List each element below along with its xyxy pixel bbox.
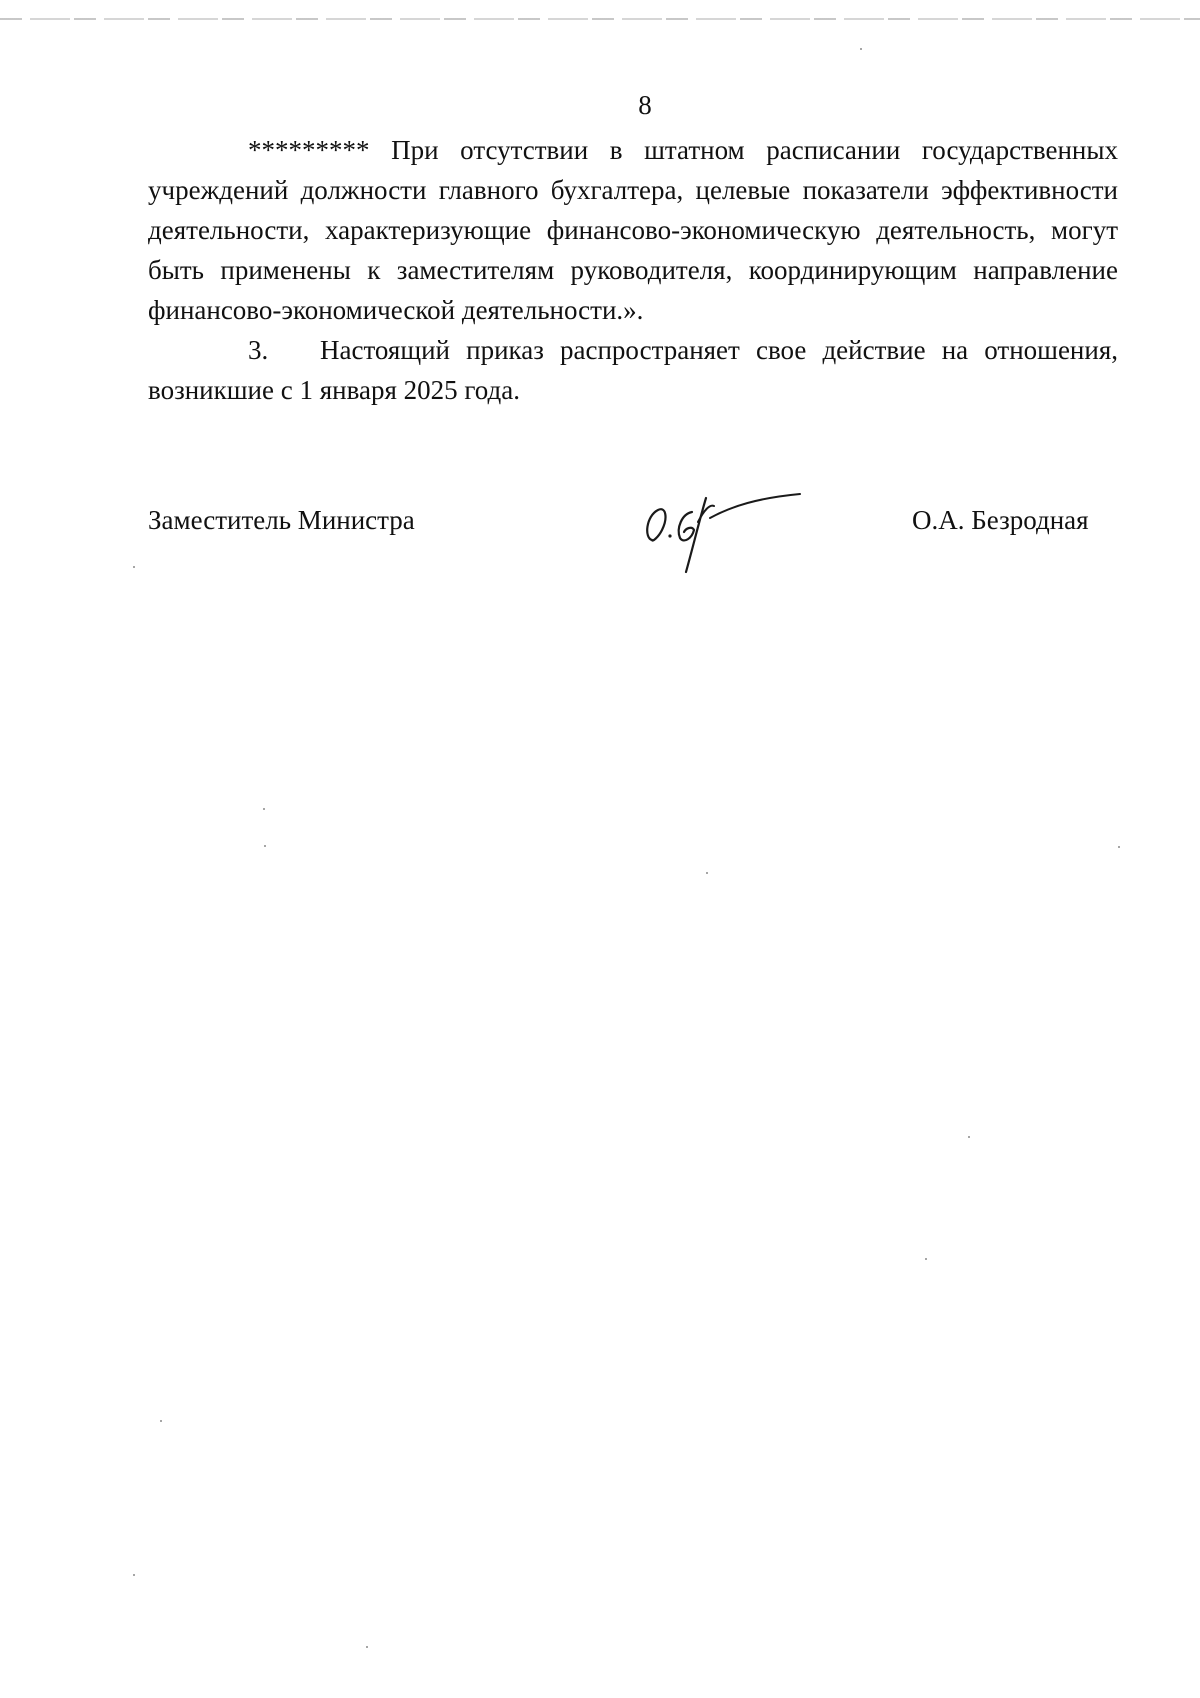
item-3-number: 3. — [248, 335, 269, 365]
scan-speck — [968, 1136, 970, 1138]
document-body — [148, 130, 1118, 410]
page-number: 8 — [638, 90, 652, 120]
scan-speck — [133, 1574, 135, 1576]
scan-speck — [264, 845, 266, 847]
scan-speck — [366, 1646, 368, 1648]
scan-speck — [133, 566, 135, 568]
scan-speck — [925, 1258, 927, 1260]
footnote-paragraph: ********* При отсутствии в штатном расписании государственных учреждений должности главного бухгалтера, целевые показатели эффективности деятельности, характеризующие финансово-экономическую деятельность, могут быть применены к заместителям руководителя, координирующим направление финансово-экономической деятельности.». — [148, 135, 1118, 325]
item-3-text: Настоящий приказ распространяет свое действие на отношения, возникшие с 1 января 2025 года. — [148, 335, 1118, 405]
scan-speck — [706, 872, 708, 874]
signatory-position: Заместитель Министра — [148, 505, 415, 535]
scan-speck — [1118, 846, 1120, 848]
handwritten-signature — [640, 488, 810, 578]
scan-top-edge — [0, 18, 1200, 20]
scan-speck — [263, 808, 265, 810]
scan-speck — [160, 1420, 162, 1422]
item-3-paragraph — [148, 330, 1118, 410]
signatory-name: О.А. Безродная — [912, 505, 1089, 535]
scan-speck — [860, 48, 862, 50]
